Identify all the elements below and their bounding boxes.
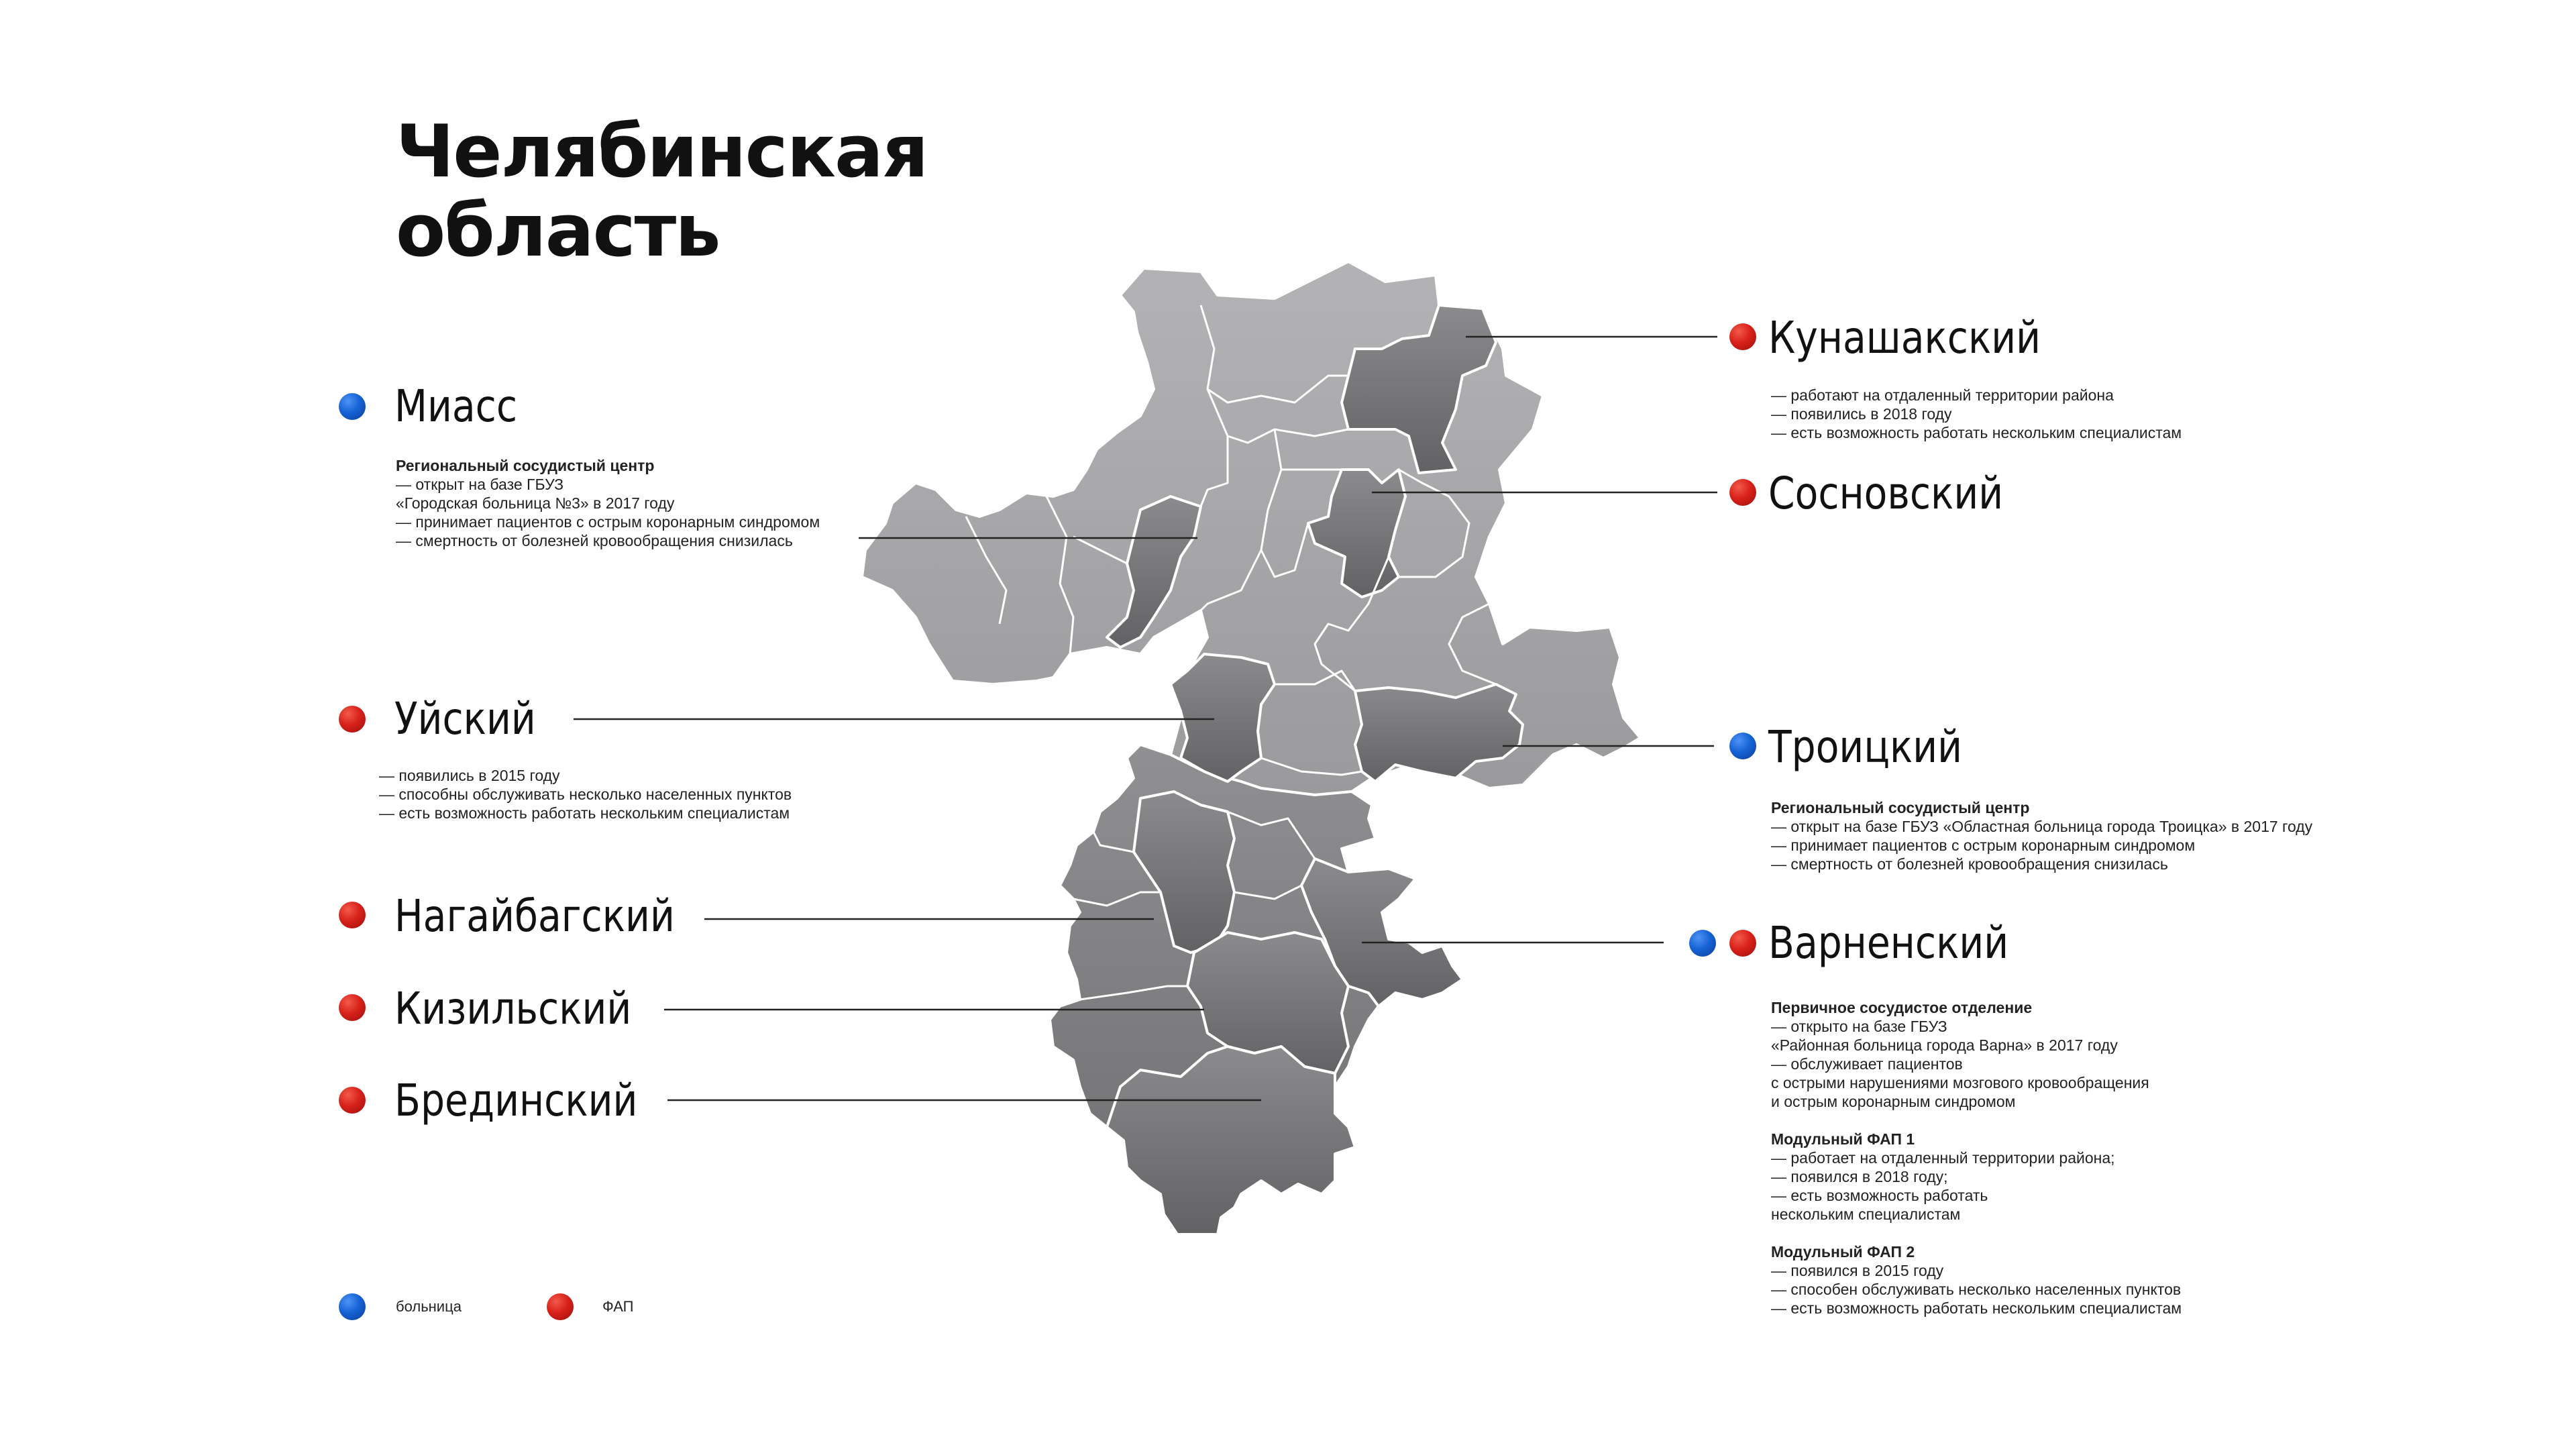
desc-heading: Первичное сосудистое отделение (1771, 999, 2033, 1016)
title-line-1: Челябинская (396, 110, 928, 194)
desc-line: — появились в 2018 году (1771, 405, 1952, 423)
hospital-marker (339, 393, 366, 420)
desc-line: — принимает пациентов с острым коронарным синдромом (396, 513, 820, 531)
district-name-kunashak: Кунашакский (1768, 312, 2041, 364)
desc-line: — работают на отдаленный территории района (1771, 386, 2114, 404)
district-name-varna: Варненский (1768, 917, 2009, 969)
desc-line: «Городская больница №3» в 2017 году (396, 494, 675, 512)
district-desc-kunashak (1771, 386, 2182, 442)
desc-line: — открыт на базе ГБУЗ (396, 476, 564, 493)
district-name-sosnovsky: Сосновский (1768, 468, 2004, 519)
district-name-bredy: Брединский (394, 1075, 638, 1126)
district-desc-troitsky (1771, 798, 2312, 873)
desc-line: «Районная больница города Варна» в 2017 году (1771, 1036, 2118, 1054)
district-desc-varna (1771, 998, 2182, 1318)
desc-line: — открыт на базе ГБУЗ «Областная больница города Троицка» в 2017 году (1771, 818, 2313, 835)
desc-line: — появился в 2015 году (1771, 1262, 1944, 1279)
desc-line: — обслуживает пациентов (1771, 1055, 1963, 1073)
desc-heading: Модульный ФАП 2 (1771, 1243, 1915, 1260)
fap-marker (339, 902, 366, 928)
hospital-marker (1689, 930, 1716, 957)
title-line-2: область (396, 189, 720, 273)
district-name-troitsky: Троицкий (1768, 721, 1963, 773)
district-desc-miass (396, 456, 820, 550)
desc-heading: Региональный сосудистый центр (396, 457, 655, 474)
desc-line: и острым коронарным синдромом (1771, 1093, 2016, 1110)
desc-line: — открыто на базе ГБУЗ (1771, 1018, 1947, 1035)
desc-line: — смертность от болезней кровообращения снизилась (396, 532, 793, 549)
district-name-miass: Миасс (394, 380, 518, 432)
legend-hospital-marker (339, 1293, 366, 1320)
desc-line: — смертность от болезней кровообращения снизилась (1771, 855, 2168, 873)
desc-line: — принимает пациентов с острым коронарным синдромом (1771, 837, 2196, 854)
fap-marker (339, 994, 366, 1021)
desc-line: с острыми нарушениями мозгового кровообращения (1771, 1074, 2149, 1091)
desc-line: — есть возможность работать нескольким специалистам (379, 804, 790, 822)
desc-line: нескольким специалистам (1771, 1205, 1961, 1223)
desc-line: — появились в 2015 году (379, 767, 560, 784)
fap-marker (1729, 930, 1756, 957)
legend-fap-label: ФАП (602, 1298, 634, 1315)
district-desc-uisky (379, 766, 792, 822)
desc-gap (1771, 1111, 2182, 1130)
legend-fap-marker (547, 1293, 574, 1320)
desc-line: — есть возможность работать нескольким специалистам (1771, 1299, 2182, 1317)
district-name-nagaibak: Нагайбагский (394, 890, 675, 942)
hospital-marker (1729, 733, 1756, 759)
map-district-bredy (1107, 1046, 1355, 1234)
fap-marker (339, 1087, 366, 1114)
district-name-uisky: Уйский (394, 693, 536, 745)
desc-line: — есть возможность работать (1771, 1187, 1988, 1204)
desc-line: — способен обслуживать несколько населенных пунктов (1771, 1281, 2182, 1298)
fap-marker (1729, 323, 1756, 350)
desc-line: — работает на отдаленный территории района; (1771, 1149, 2115, 1167)
desc-line: — способны обслуживать несколько населенных пунктов (379, 786, 792, 803)
fap-marker (1729, 479, 1756, 506)
district-name-kizil: Кизильский (394, 983, 632, 1034)
desc-heading: Региональный сосудистый центр (1771, 799, 2030, 816)
desc-line: — есть возможность работать нескольким специалистам (1771, 424, 2182, 441)
legend-hospital-label: больница (396, 1298, 462, 1315)
desc-line: — появился в 2018 году; (1771, 1168, 1948, 1185)
desc-heading: Модульный ФАП 1 (1771, 1130, 1915, 1148)
fap-marker (339, 706, 366, 733)
desc-gap (1771, 1224, 2182, 1242)
